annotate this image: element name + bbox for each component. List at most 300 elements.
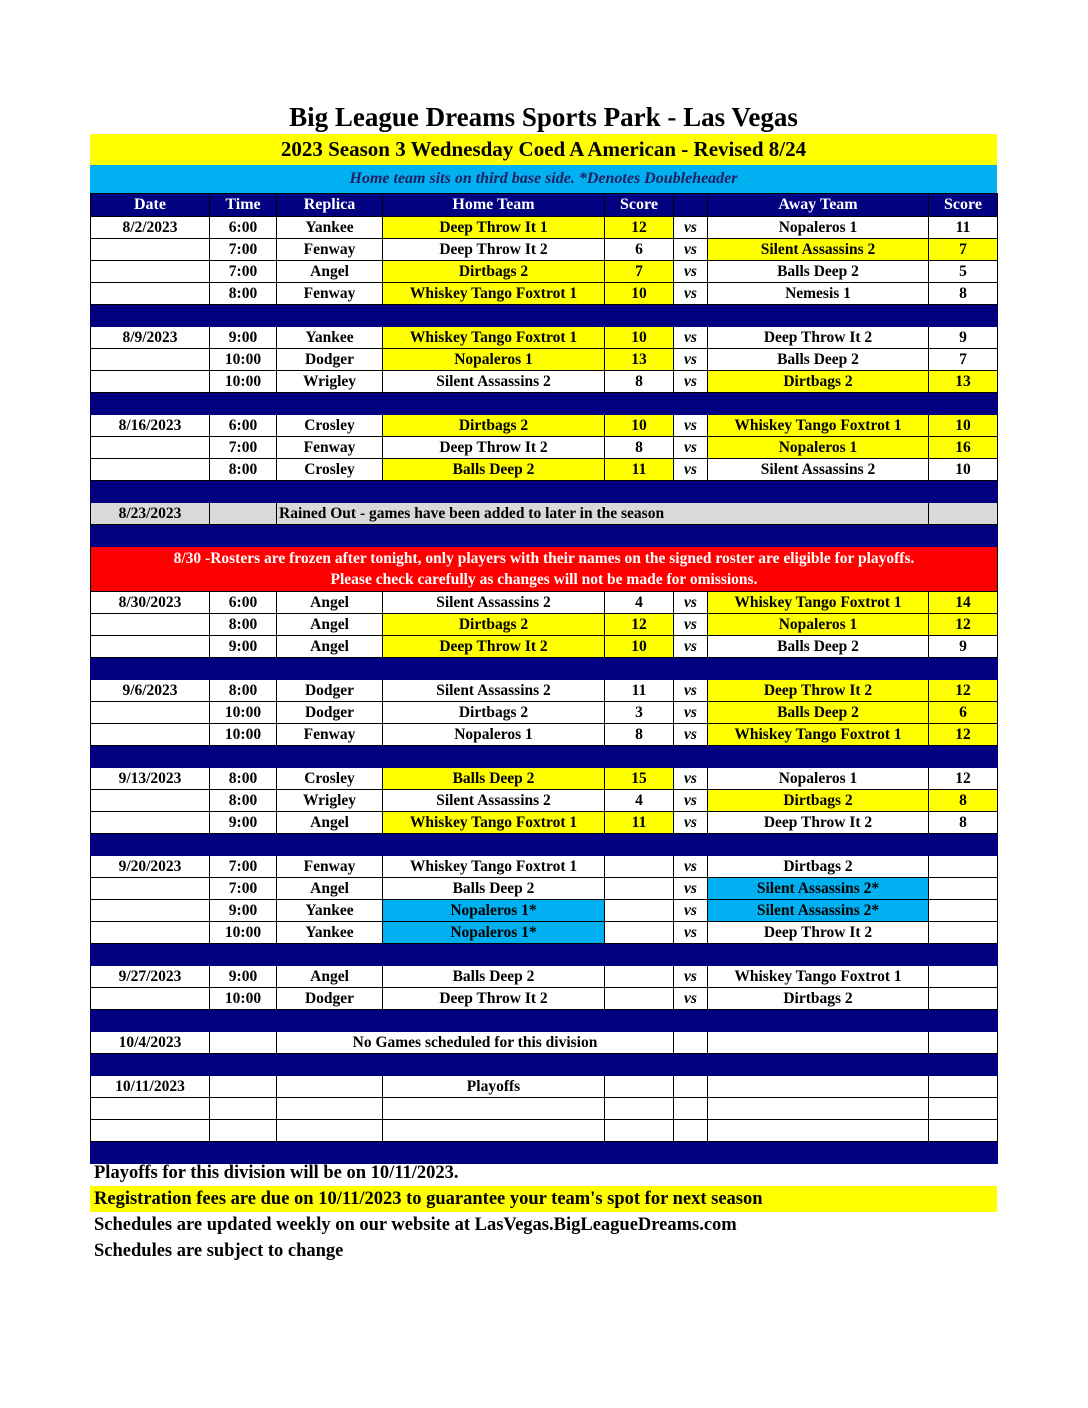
time-cell: 6:00 bbox=[210, 217, 277, 239]
away-score-cell bbox=[929, 1120, 998, 1142]
separator-cell bbox=[91, 393, 210, 415]
date-cell: 9/27/2023 bbox=[91, 966, 210, 988]
away-score-cell: 12 bbox=[929, 680, 998, 702]
away-team-cell: Silent Assassins 2* bbox=[708, 900, 929, 922]
col-header-date: Date bbox=[91, 194, 210, 217]
away-team-cell: Dirtbags 2 bbox=[708, 988, 929, 1010]
away-score-cell: 10 bbox=[929, 459, 998, 481]
separator-cell bbox=[674, 481, 708, 503]
separator-cell bbox=[708, 393, 929, 415]
away-score-cell: 12 bbox=[929, 614, 998, 636]
vs-cell: vs bbox=[674, 415, 708, 437]
vs-cell: vs bbox=[674, 371, 708, 393]
home-team-cell: Silent Assassins 2 bbox=[383, 371, 605, 393]
separator-cell bbox=[91, 658, 210, 680]
replica-field-cell: Angel bbox=[277, 261, 383, 283]
replica-field-cell: Yankee bbox=[277, 217, 383, 239]
game-row bbox=[91, 856, 998, 878]
game-row bbox=[91, 261, 998, 283]
vs-cell: vs bbox=[674, 592, 708, 614]
time-cell: 10:00 bbox=[210, 371, 277, 393]
vs-cell: vs bbox=[674, 878, 708, 900]
away-team-cell: Dirtbags 2 bbox=[708, 856, 929, 878]
home-team-cell: Nopaleros 1 bbox=[383, 349, 605, 371]
separator-cell bbox=[708, 834, 929, 856]
replica-field-cell: Angel bbox=[277, 812, 383, 834]
replica-field-cell: Dodger bbox=[277, 702, 383, 724]
time-cell: 7:00 bbox=[210, 437, 277, 459]
separator-cell bbox=[929, 1010, 998, 1032]
no-games-text: No Games scheduled for this division bbox=[277, 1032, 674, 1054]
home-score-cell: 13 bbox=[605, 349, 674, 371]
home-team-cell: Dirtbags 2 bbox=[383, 702, 605, 724]
date-cell: 9/13/2023 bbox=[91, 768, 210, 790]
game-row bbox=[91, 1120, 998, 1142]
separator-cell bbox=[383, 305, 605, 327]
separator-cell bbox=[605, 1010, 674, 1032]
week-separator-row bbox=[91, 305, 998, 327]
game-row bbox=[91, 790, 998, 812]
away-team-cell: Whiskey Tango Foxtrot 1 bbox=[708, 724, 929, 746]
home-score-cell: 12 bbox=[605, 217, 674, 239]
separator-cell bbox=[383, 746, 605, 768]
home-team-cell: Balls Deep 2 bbox=[383, 966, 605, 988]
separator-cell bbox=[605, 305, 674, 327]
game-row bbox=[91, 988, 998, 1010]
away-score-cell: 16 bbox=[929, 437, 998, 459]
replica-field-cell: Fenway bbox=[277, 856, 383, 878]
home-team-cell: Dirtbags 2 bbox=[383, 614, 605, 636]
away-team-cell: Whiskey Tango Foxtrot 1 bbox=[708, 592, 929, 614]
date-cell: 8/9/2023 bbox=[91, 327, 210, 349]
separator-cell bbox=[91, 1054, 210, 1076]
date-cell: 9/20/2023 bbox=[91, 856, 210, 878]
game-row bbox=[91, 922, 998, 944]
away-team-cell: Whiskey Tango Foxtrot 1 bbox=[708, 415, 929, 437]
separator-cell bbox=[277, 305, 383, 327]
game-row bbox=[91, 768, 998, 790]
table-header-row bbox=[91, 194, 998, 217]
separator-cell bbox=[91, 525, 210, 547]
separator-cell bbox=[277, 481, 383, 503]
separator-cell bbox=[383, 525, 605, 547]
time-cell: 9:00 bbox=[210, 636, 277, 658]
vs-cell: vs bbox=[674, 702, 708, 724]
away-team-cell bbox=[708, 1120, 929, 1142]
away-team-cell bbox=[708, 1076, 929, 1098]
replica-field-cell: Yankee bbox=[277, 900, 383, 922]
time-cell: 8:00 bbox=[210, 768, 277, 790]
separator-cell bbox=[91, 481, 210, 503]
away-team-cell: Balls Deep 2 bbox=[708, 261, 929, 283]
home-score-cell: 12 bbox=[605, 614, 674, 636]
away-team-cell: Whiskey Tango Foxtrot 1 bbox=[708, 966, 929, 988]
separator-cell bbox=[674, 525, 708, 547]
separator-cell bbox=[210, 481, 277, 503]
separator-cell bbox=[674, 746, 708, 768]
time-cell: 8:00 bbox=[210, 680, 277, 702]
home-score-cell bbox=[605, 856, 674, 878]
roster-freeze-notice bbox=[91, 547, 998, 592]
home-team-cell: Silent Assassins 2 bbox=[383, 592, 605, 614]
separator-cell bbox=[210, 393, 277, 415]
vs-cell: vs bbox=[674, 768, 708, 790]
game-row bbox=[91, 724, 998, 746]
separator-cell bbox=[91, 746, 210, 768]
separator-cell bbox=[929, 746, 998, 768]
no-games-row bbox=[91, 1032, 998, 1054]
vs-cell bbox=[674, 1032, 708, 1054]
date-cell bbox=[91, 724, 210, 746]
away-score-cell: 9 bbox=[929, 636, 998, 658]
home-score-cell: 4 bbox=[605, 592, 674, 614]
date-cell: 8/30/2023 bbox=[91, 592, 210, 614]
date-cell bbox=[91, 790, 210, 812]
home-score-cell bbox=[605, 900, 674, 922]
col-header-home-score: Score bbox=[605, 194, 674, 217]
home-score-cell bbox=[605, 988, 674, 1010]
replica-field-cell: Crosley bbox=[277, 459, 383, 481]
date-cell bbox=[91, 371, 210, 393]
time-cell bbox=[210, 503, 277, 525]
replica-field-cell: Wrigley bbox=[277, 371, 383, 393]
week-separator-row bbox=[91, 658, 998, 680]
game-row bbox=[91, 812, 998, 834]
home-score-cell bbox=[605, 1098, 674, 1120]
home-team-cell: Whiskey Tango Foxtrot 1 bbox=[383, 283, 605, 305]
col-header-replica: Replica bbox=[277, 194, 383, 217]
separator-cell bbox=[674, 393, 708, 415]
separator-cell bbox=[383, 1010, 605, 1032]
time-cell: 8:00 bbox=[210, 283, 277, 305]
game-row bbox=[91, 636, 998, 658]
away-team-cell: Nopaleros 1 bbox=[708, 437, 929, 459]
separator-cell bbox=[277, 1010, 383, 1032]
away-score-cell: 8 bbox=[929, 283, 998, 305]
home-score-cell: 8 bbox=[605, 371, 674, 393]
separator-cell bbox=[210, 525, 277, 547]
playoffs-note: Playoffs for this division will be on 10/11/2023. bbox=[94, 1163, 459, 1183]
separator-cell bbox=[929, 525, 998, 547]
home-team-cell: Balls Deep 2 bbox=[383, 878, 605, 900]
date-cell bbox=[91, 702, 210, 724]
replica-field-cell bbox=[277, 1098, 383, 1120]
week-separator-row bbox=[91, 944, 998, 966]
date-cell bbox=[91, 459, 210, 481]
replica-field-cell: Crosley bbox=[277, 415, 383, 437]
home-team-cell bbox=[383, 1120, 605, 1142]
date-cell bbox=[91, 283, 210, 305]
roster-freeze-line-2: Please check carefully as changes will not be made for omissions. bbox=[330, 571, 758, 588]
time-cell: 9:00 bbox=[210, 966, 277, 988]
separator-cell bbox=[383, 481, 605, 503]
separator-cell bbox=[674, 944, 708, 966]
game-row bbox=[91, 1076, 998, 1098]
time-cell: 7:00 bbox=[210, 239, 277, 261]
vs-cell: vs bbox=[674, 856, 708, 878]
separator-cell bbox=[91, 834, 210, 856]
replica-field-cell: Fenway bbox=[277, 283, 383, 305]
separator-cell bbox=[708, 658, 929, 680]
home-team-cell: Dirtbags 2 bbox=[383, 415, 605, 437]
date-cell bbox=[91, 239, 210, 261]
away-score-cell bbox=[929, 856, 998, 878]
away-score-cell bbox=[929, 1032, 998, 1054]
time-cell: 6:00 bbox=[210, 415, 277, 437]
home-score-cell: 6 bbox=[605, 239, 674, 261]
roster-freeze-line-1: 8/30 -Rosters are frozen after tonight, only players with their names on the signed roster are eligible for playoffs. bbox=[173, 550, 915, 567]
time-cell bbox=[210, 1120, 277, 1142]
separator-cell bbox=[91, 1010, 210, 1032]
separator-cell bbox=[277, 1054, 383, 1076]
schedule-body bbox=[91, 217, 998, 1164]
replica-field-cell: Angel bbox=[277, 878, 383, 900]
replica-field-cell: Fenway bbox=[277, 724, 383, 746]
time-cell: 6:00 bbox=[210, 592, 277, 614]
game-row bbox=[91, 878, 998, 900]
home-team-cell: Deep Throw It 2 bbox=[383, 437, 605, 459]
separator-cell bbox=[929, 393, 998, 415]
game-row bbox=[91, 1098, 998, 1120]
home-score-cell: 11 bbox=[605, 459, 674, 481]
separator-cell bbox=[91, 305, 210, 327]
time-cell: 10:00 bbox=[210, 988, 277, 1010]
date-cell: 10/11/2023 bbox=[91, 1076, 210, 1098]
separator-cell bbox=[708, 305, 929, 327]
separator-cell bbox=[210, 944, 277, 966]
game-row bbox=[91, 614, 998, 636]
away-score-cell bbox=[929, 966, 998, 988]
away-team-cell: Deep Throw It 2 bbox=[708, 680, 929, 702]
separator-cell bbox=[605, 658, 674, 680]
replica-field-cell: Angel bbox=[277, 636, 383, 658]
vs-cell: vs bbox=[674, 988, 708, 1010]
vs-cell: vs bbox=[674, 790, 708, 812]
game-row bbox=[91, 966, 998, 988]
away-team-cell: Deep Throw It 2 bbox=[708, 922, 929, 944]
date-cell bbox=[91, 988, 210, 1010]
home-score-cell: 10 bbox=[605, 327, 674, 349]
separator-cell bbox=[210, 1054, 277, 1076]
replica-field-cell: Angel bbox=[277, 592, 383, 614]
home-score-cell: 15 bbox=[605, 768, 674, 790]
away-score-cell: 11 bbox=[929, 217, 998, 239]
away-score-cell: 14 bbox=[929, 592, 998, 614]
replica-field-cell: Dodger bbox=[277, 680, 383, 702]
separator-cell bbox=[605, 746, 674, 768]
separator-cell bbox=[277, 944, 383, 966]
separator-cell bbox=[708, 746, 929, 768]
away-score-cell bbox=[929, 900, 998, 922]
col-header-time: Time bbox=[210, 194, 277, 217]
home-team-cell: Whiskey Tango Foxtrot 1 bbox=[383, 812, 605, 834]
vs-cell bbox=[674, 1076, 708, 1098]
game-row bbox=[91, 592, 998, 614]
separator-cell bbox=[708, 944, 929, 966]
date-cell bbox=[91, 614, 210, 636]
home-score-cell: 8 bbox=[605, 724, 674, 746]
replica-field-cell: Crosley bbox=[277, 768, 383, 790]
date-cell bbox=[91, 437, 210, 459]
separator-cell bbox=[708, 525, 929, 547]
home-score-cell bbox=[605, 966, 674, 988]
page-title: Big League Dreams Sports Park - Las Vegas bbox=[289, 102, 798, 132]
replica-field-cell: Fenway bbox=[277, 437, 383, 459]
game-row bbox=[91, 680, 998, 702]
date-cell bbox=[91, 349, 210, 371]
vs-cell: vs bbox=[674, 812, 708, 834]
away-team-cell: Deep Throw It 2 bbox=[708, 327, 929, 349]
time-cell: 9:00 bbox=[210, 327, 277, 349]
away-team-cell: Balls Deep 2 bbox=[708, 349, 929, 371]
time-cell: 8:00 bbox=[210, 614, 277, 636]
away-team-cell: Silent Assassins 2* bbox=[708, 878, 929, 900]
separator-cell bbox=[383, 1054, 605, 1076]
date-cell: 8/23/2023 bbox=[91, 503, 210, 525]
home-team-cell: Deep Throw It 1 bbox=[383, 217, 605, 239]
away-score-cell: 10 bbox=[929, 415, 998, 437]
vs-cell: vs bbox=[674, 636, 708, 658]
time-cell bbox=[210, 1098, 277, 1120]
separator-cell bbox=[674, 1010, 708, 1032]
time-cell: 9:00 bbox=[210, 900, 277, 922]
week-separator-row bbox=[91, 525, 998, 547]
home-score-cell: 3 bbox=[605, 702, 674, 724]
away-score-cell: 12 bbox=[929, 768, 998, 790]
replica-field-cell: Wrigley bbox=[277, 790, 383, 812]
game-row bbox=[91, 239, 998, 261]
registration-note: Registration fees are due on 10/11/2023 to guarantee your team's spot for next season bbox=[90, 1186, 997, 1212]
home-score-cell bbox=[605, 1076, 674, 1098]
separator-cell bbox=[929, 658, 998, 680]
separator-cell bbox=[277, 393, 383, 415]
away-score-cell bbox=[929, 1098, 998, 1120]
separator-cell bbox=[383, 834, 605, 856]
season-subtitle: 2023 Season 3 Wednesday Coed A American - Revised 8/24 bbox=[90, 134, 997, 165]
vs-cell: vs bbox=[674, 724, 708, 746]
vs-cell: vs bbox=[674, 283, 708, 305]
separator-cell bbox=[708, 1010, 929, 1032]
time-cell: 8:00 bbox=[210, 459, 277, 481]
col-header-away-team: Away Team bbox=[708, 194, 929, 217]
separator-cell bbox=[277, 746, 383, 768]
separator-cell bbox=[674, 658, 708, 680]
home-score-cell: 10 bbox=[605, 283, 674, 305]
replica-field-cell: Yankee bbox=[277, 327, 383, 349]
week-separator-row bbox=[91, 1010, 998, 1032]
time-cell: 9:00 bbox=[210, 812, 277, 834]
rained-out-text: Rained Out - games have been added to later in the season bbox=[277, 503, 929, 525]
home-score-cell bbox=[605, 1120, 674, 1142]
game-row bbox=[91, 900, 998, 922]
away-score-cell: 7 bbox=[929, 239, 998, 261]
time-cell: 7:00 bbox=[210, 856, 277, 878]
away-team-cell: Silent Assassins 2 bbox=[708, 459, 929, 481]
replica-field-cell: Fenway bbox=[277, 239, 383, 261]
replica-field-cell: Dodger bbox=[277, 349, 383, 371]
home-score-cell: 11 bbox=[605, 680, 674, 702]
separator-cell bbox=[929, 481, 998, 503]
replica-field-cell: Yankee bbox=[277, 922, 383, 944]
date-cell: 8/2/2023 bbox=[91, 217, 210, 239]
separator-cell bbox=[929, 834, 998, 856]
separator-cell bbox=[674, 834, 708, 856]
separator-cell bbox=[277, 834, 383, 856]
away-score-cell: 5 bbox=[929, 261, 998, 283]
game-row bbox=[91, 349, 998, 371]
separator-cell bbox=[210, 746, 277, 768]
date-cell bbox=[91, 1120, 210, 1142]
separator-cell bbox=[708, 1054, 929, 1076]
date-cell: 8/16/2023 bbox=[91, 415, 210, 437]
date-cell: 9/6/2023 bbox=[91, 680, 210, 702]
separator-cell bbox=[210, 658, 277, 680]
replica-field-cell bbox=[277, 1120, 383, 1142]
home-score-cell: 7 bbox=[605, 261, 674, 283]
vs-cell bbox=[674, 1120, 708, 1142]
replica-field-cell: Dodger bbox=[277, 988, 383, 1010]
separator-cell bbox=[210, 834, 277, 856]
week-separator-row bbox=[91, 746, 998, 768]
home-team-cell: Deep Throw It 2 bbox=[383, 239, 605, 261]
week-separator-row bbox=[91, 1054, 998, 1076]
away-team-cell: Nopaleros 1 bbox=[708, 768, 929, 790]
week-separator-row bbox=[91, 393, 998, 415]
vs-cell: vs bbox=[674, 459, 708, 481]
game-row bbox=[91, 437, 998, 459]
separator-cell bbox=[605, 525, 674, 547]
away-team-cell: Dirtbags 2 bbox=[708, 371, 929, 393]
separator-cell bbox=[674, 1054, 708, 1076]
time-cell: 7:00 bbox=[210, 261, 277, 283]
home-team-cell: Balls Deep 2 bbox=[383, 459, 605, 481]
home-team-cell: Silent Assassins 2 bbox=[383, 790, 605, 812]
away-team-cell: Nopaleros 1 bbox=[708, 614, 929, 636]
separator-cell bbox=[929, 1054, 998, 1076]
home-team-cell: Nopaleros 1 bbox=[383, 724, 605, 746]
away-team-cell: Balls Deep 2 bbox=[708, 636, 929, 658]
away-team-cell: Balls Deep 2 bbox=[708, 702, 929, 724]
separator-cell bbox=[91, 944, 210, 966]
separator-cell bbox=[210, 305, 277, 327]
home-score-cell: 11 bbox=[605, 812, 674, 834]
time-cell: 10:00 bbox=[210, 702, 277, 724]
vs-cell: vs bbox=[674, 437, 708, 459]
date-cell: 10/4/2023 bbox=[91, 1032, 210, 1054]
away-score-cell bbox=[929, 878, 998, 900]
vs-cell: vs bbox=[674, 614, 708, 636]
away-team-cell: Nemesis 1 bbox=[708, 283, 929, 305]
separator-cell bbox=[210, 1010, 277, 1032]
game-row bbox=[91, 327, 998, 349]
home-team-cell: Silent Assassins 2 bbox=[383, 680, 605, 702]
separator-cell bbox=[605, 834, 674, 856]
vs-cell: vs bbox=[674, 217, 708, 239]
time-cell bbox=[210, 1032, 277, 1054]
home-score-cell bbox=[605, 878, 674, 900]
home-team-cell: Nopaleros 1* bbox=[383, 922, 605, 944]
separator-cell bbox=[605, 393, 674, 415]
vs-cell: vs bbox=[674, 966, 708, 988]
col-header-home-team: Home Team bbox=[383, 194, 605, 217]
home-team-cell: Dirtbags 2 bbox=[383, 261, 605, 283]
time-cell bbox=[210, 1076, 277, 1098]
away-team-cell: Silent Assassins 2 bbox=[708, 239, 929, 261]
home-score-cell bbox=[605, 922, 674, 944]
week-separator-row bbox=[91, 834, 998, 856]
game-row bbox=[91, 415, 998, 437]
home-score-cell: 8 bbox=[605, 437, 674, 459]
